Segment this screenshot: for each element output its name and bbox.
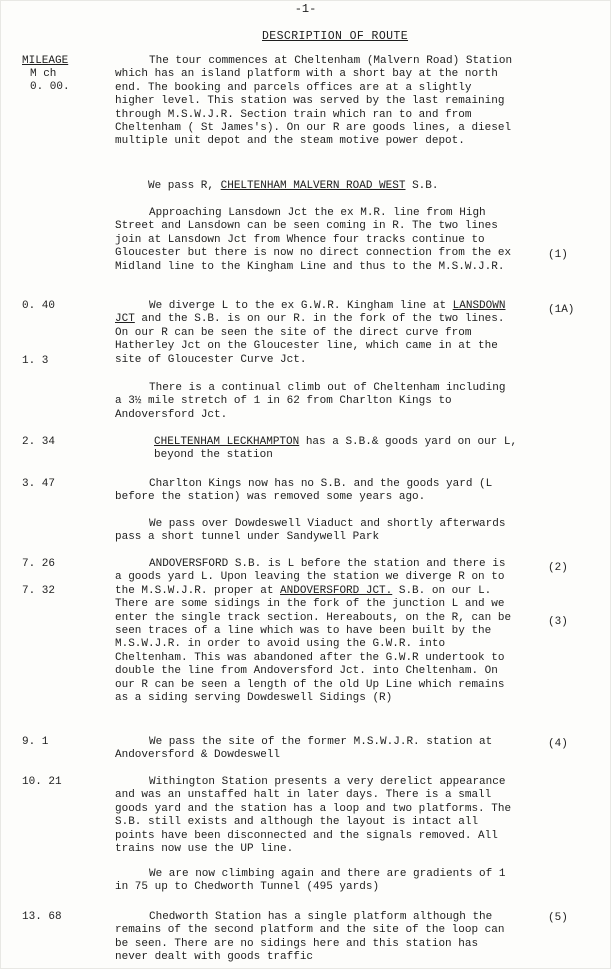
paragraph-text: S.B. on our L. There are some sidings in the fork of the junction L and we enter the single track section. Hereabouts, on the R, can be seen traces of a line which was to have been built by the M.S.W.J.R. in order to avoid using the G.W.R. into Cheltenham. This was abandoned after the G.W.R undertook to double the line from Andoversford Jct. into Cheltenham. On our R can be seen a length of the old Up Line which remains as a siding serving Dowdeswell Sidings (R): [115, 584, 512, 705]
paragraph-intro: The tour commences at Cheltenham (Malvern Road) Station which has an island platform with a short bay at the north end. The booking and parcels offices are at a slightly higher level. This station was served by the last remaining through M.S.W.J.R. Section train which ran to and from Cheltenham ( St James's). On our R are goods lines, a diesel multiple unit depot and the steam motive power depot.: [115, 55, 513, 148]
paragraph-leckhampton: [154, 436, 534, 463]
location-name: CHELTENHAM MALVERN ROAD WEST: [220, 180, 406, 192]
location-name: ANDOVERSFORD JCT.: [280, 584, 393, 597]
reference-note: (5): [548, 912, 568, 924]
reference-note: (1A): [548, 304, 575, 316]
mileage-marker: 10. 21: [22, 776, 62, 788]
paragraph-charlton-kings: Charlton Kings now has no S.B. and the goods yard (L before the station) was removed some years ago.: [115, 478, 493, 504]
mileage-marker: 7. 26: [22, 558, 56, 570]
mileage-header: [22, 55, 70, 94]
paragraph-malvern-road-west: [148, 180, 528, 193]
mileage-marker: 1. 3: [22, 355, 49, 367]
location-name: LANSDOWN JCT: [115, 300, 506, 326]
paragraph-former-station: We pass the site of the former M.S.W.J.R. station at Andoversford & Dowdeswell: [115, 736, 493, 762]
mileage-marker: 13. 68: [22, 911, 62, 923]
paragraph-climb: There is a continual climb out of Cheltenham including a 3½ mile stretch of 1 in 62 from Charlton Kings to Andoversford Jct.: [115, 382, 506, 421]
paragraph-text: has a S.B.& goods yard on our L, beyond the station: [154, 436, 518, 462]
page-number: -1-: [294, 2, 317, 16]
mileage-units: M ch: [30, 68, 57, 80]
paragraph-lansdown-jct: [115, 300, 515, 367]
reference-note: (1): [548, 249, 568, 261]
paragraph-withington: Withington Station presents a very derelict appearance and was an unstaffed halt in later days. There is a small goods yard and the station has a loop and two platforms. The S.B. still exists and although the layout is intact all points have been disconnected and the signals removed. All trains now use the UP line.: [115, 776, 512, 856]
mileage-marker: 9. 1: [22, 736, 49, 748]
mileage-marker: 0. 40: [22, 300, 56, 312]
paragraph-andoversford: [115, 558, 515, 705]
reference-note: (2): [548, 562, 568, 574]
paragraph-lansdown-approach: Approaching Lansdown Jct the ex M.R. line from High Street and Lansdown can be seen coming in R. The two lines join at Lansdown Jct from Whence four tracks continue to Gloucester but there is now no direct connection from the ex Midland line to the Kingham Line and thus to the M.S.W.J.R.: [115, 207, 512, 273]
mileage-marker: 7. 32: [22, 585, 56, 597]
paragraph-text: ANDOVERSFORD S.B. is L before the station and there is a goods yard L. Upon leaving the station we diverge R on to the M.S.W.J.R. proper at: [115, 558, 506, 597]
paragraph-chedworth: Chedworth Station has a single platform although the remains of the second platform and the site of the loop can be seen. There are no sidings here and this station has never dealt with goods traffic: [115, 911, 505, 964]
paragraph-text: S.B.: [405, 180, 439, 192]
paragraph-dowdeswell-viaduct: We pass over Dowdeswell Viaduct and shortly afterwards pass a short tunnel under Sandywell Park: [115, 518, 506, 544]
reference-note: (4): [548, 738, 568, 750]
mileage-marker: 3. 47: [22, 478, 56, 490]
paragraph-text: and the S.B. is on our R. in the fork of the two lines. On our R can be seen the site of the direct curve from Hatherley Jct on the Gloucester line, which came in at the site of Gloucester Curve Jct.: [115, 313, 505, 366]
reference-note: (3): [548, 616, 568, 628]
mileage-label: MILEAGE: [22, 55, 69, 67]
paragraph-gradients: We are now climbing again and there are gradients of 1 in 75 up to Chedworth Tunnel (495 yards): [115, 868, 506, 894]
location-name: CHELTENHAM LECKHAMPTON: [154, 436, 300, 448]
paragraph-text: We diverge L to the ex G.W.R. Kingham line at: [149, 300, 453, 312]
paragraph-text: We pass R,: [148, 180, 221, 192]
mileage-marker: 2. 34: [22, 436, 56, 448]
mileage-start: 0. 00.: [30, 81, 70, 93]
document-title: DESCRIPTION OF ROUTE: [262, 30, 409, 43]
